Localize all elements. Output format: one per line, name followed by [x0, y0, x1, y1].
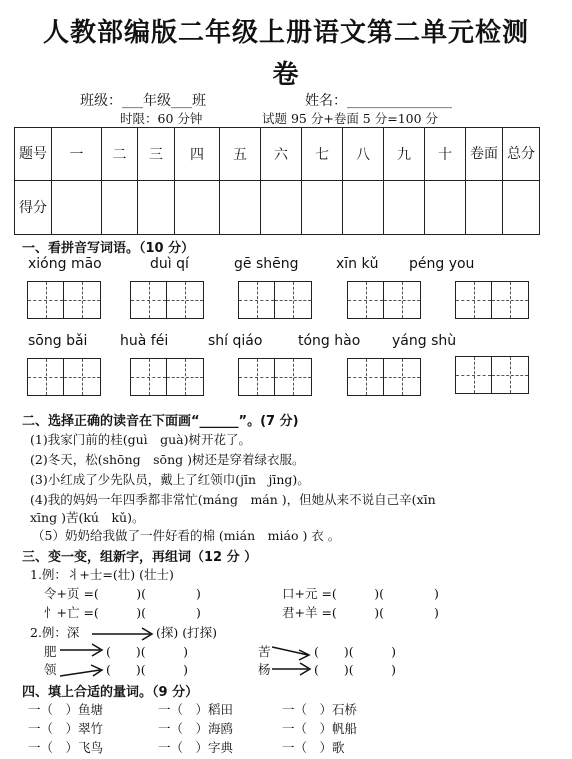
base-char: 肥 [44, 644, 57, 659]
writing-grid[interactable] [238, 358, 312, 396]
answer-blanks: ( )( ) [106, 662, 189, 677]
grid-cell[interactable] [384, 359, 420, 395]
answer-blanks: ( )( ) [314, 662, 397, 677]
score-cell[interactable] [302, 181, 343, 235]
score-col-neatness: 卷面 [466, 128, 503, 181]
compose-item: 口+元 =( )( ) [282, 586, 439, 601]
grid-cell[interactable] [239, 359, 275, 395]
grid-cell[interactable] [348, 359, 384, 395]
score-cell[interactable] [102, 181, 138, 235]
writing-grid[interactable] [27, 358, 101, 396]
pinyin-prompt: tóng hào [298, 333, 361, 349]
arrow-icon [60, 662, 104, 682]
reading-question: （5）奶奶给我做了一件好看的棉 (mián miáo ) 衣 。 [32, 528, 341, 543]
pinyin-prompt: shí qiáo [208, 333, 263, 349]
pinyin-prompt: yáng shù [392, 333, 457, 349]
grid-cell[interactable] [28, 359, 64, 395]
pinyin-prompt: péng you [409, 256, 475, 272]
reading-question: (4)我的妈妈一年四季都非常忙(máng mán )，但她从来不说自己辛(xīn [30, 492, 436, 507]
arrow-icon [60, 641, 104, 657]
grid-cell[interactable] [28, 282, 64, 318]
score-cell[interactable] [220, 181, 261, 235]
class-field: 班级：___年级___班 [80, 93, 206, 109]
grid-cell[interactable] [131, 282, 167, 318]
example-2: 2.例：深 [30, 625, 80, 640]
score-cell[interactable] [466, 181, 503, 235]
writing-grid[interactable] [27, 281, 101, 319]
page-title: 人教部编版二年级上册语文第二单元检测 [42, 18, 529, 48]
measure-word-item: 一（ ）海鸥 [158, 721, 234, 736]
measure-word-item: 一（ ）飞鸟 [28, 740, 104, 755]
score-col-1: 一 [52, 128, 102, 181]
time-limit: 时限：60 分钟 [120, 111, 203, 126]
writing-grid[interactable] [455, 281, 529, 319]
writing-grid[interactable] [130, 281, 204, 319]
score-col-total: 总分 [503, 128, 540, 181]
score-breakdown: 试题 95 分+卷面 5 分=100 分 [262, 111, 439, 126]
grid-cell[interactable] [492, 282, 528, 318]
compose-item: 令+页 =( )( ) [44, 586, 201, 601]
arrow-icon [272, 660, 312, 676]
grid-cell[interactable] [167, 282, 203, 318]
measure-word-item: 一（ ）石桥 [282, 702, 358, 717]
grid-cell[interactable] [239, 282, 275, 318]
score-col-8: 八 [343, 128, 384, 181]
pinyin-prompt: sōng bǎi [28, 333, 88, 349]
base-char: 苦 [258, 644, 271, 659]
writing-grid[interactable] [130, 358, 204, 396]
example-2-answer: (探) (打探) [156, 625, 217, 640]
score-cell[interactable] [261, 181, 302, 235]
grid-cell[interactable] [64, 282, 100, 318]
score-cell[interactable] [425, 181, 466, 235]
score-table-header-label: 题号 [15, 128, 52, 181]
writing-grid[interactable] [347, 358, 421, 396]
score-col-7: 七 [302, 128, 343, 181]
base-char: 领 [44, 662, 57, 677]
section-2-title: 二、选择正确的读音在下面画“______”。(7 分) [22, 414, 299, 429]
arrow-icon [92, 625, 154, 641]
score-col-6: 六 [261, 128, 302, 181]
answer-blanks: ( )( ) [106, 644, 189, 659]
pinyin-prompt: duì qí [150, 256, 189, 272]
measure-word-item: 一（ ）鱼塘 [28, 702, 104, 717]
score-cell[interactable] [138, 181, 175, 235]
writing-grid[interactable] [238, 281, 312, 319]
score-table-row-label: 得分 [15, 181, 52, 235]
reading-question: (2)冬天，松(shōng sōng )树还是穿着绿衣服。 [30, 452, 305, 467]
grid-cell[interactable] [456, 357, 492, 393]
score-col-4: 四 [175, 128, 220, 181]
score-col-2: 二 [102, 128, 138, 181]
writing-grid[interactable] [347, 281, 421, 319]
name-field: 姓名：_______________ [305, 93, 452, 109]
pinyin-prompt: xióng māo [28, 256, 102, 272]
grid-cell[interactable] [384, 282, 420, 318]
score-cell[interactable] [384, 181, 425, 235]
grid-cell[interactable] [275, 282, 311, 318]
reading-question: (3)小红成了少先队员，戴上了红领巾(jīn jīng)。 [30, 472, 310, 487]
measure-word-item: 一（ ）稻田 [158, 702, 234, 717]
page-title-continued: 卷 [272, 60, 300, 90]
base-char: 杨 [258, 662, 271, 677]
section-1-title: 一、看拼音写词语。（10 分） [22, 241, 195, 256]
pinyin-prompt: huà féi [120, 333, 169, 349]
section-4-title: 四、填上合适的量词。（9 分） [22, 685, 199, 700]
example-1: 1.例：丬+士=(壮) (壮士) [30, 567, 174, 582]
score-cell[interactable] [343, 181, 384, 235]
score-cell[interactable] [503, 181, 540, 235]
score-cell[interactable] [52, 181, 102, 235]
score-col-5: 五 [220, 128, 261, 181]
score-table [14, 127, 540, 235]
grid-cell[interactable] [492, 357, 528, 393]
writing-grid[interactable] [455, 356, 529, 394]
pinyin-prompt: gē shēng [234, 256, 299, 272]
grid-cell[interactable] [275, 359, 311, 395]
reading-question: (1)我家门前的桂(guì guà)树开花了。 [30, 432, 252, 447]
score-col-10: 十 [425, 128, 466, 181]
measure-word-item: 一（ ）帆船 [282, 721, 358, 736]
grid-cell[interactable] [348, 282, 384, 318]
score-cell[interactable] [175, 181, 220, 235]
grid-cell[interactable] [131, 359, 167, 395]
compose-item: 忄+亡 =( )( ) [44, 605, 201, 620]
measure-word-item: 一（ ）歌 [282, 740, 345, 755]
reading-question-continued: xīng )苦(kú kǔ)。 [30, 510, 145, 525]
answer-blanks: ( )( ) [314, 644, 397, 659]
measure-word-item: 一（ ）翠竹 [28, 721, 104, 736]
pinyin-prompt: xīn kǔ [336, 256, 379, 272]
measure-word-item: 一（ ）字典 [158, 740, 234, 755]
compose-item: 君+羊 =( )( ) [282, 605, 439, 620]
grid-cell[interactable] [167, 359, 203, 395]
grid-cell[interactable] [456, 282, 492, 318]
score-col-9: 九 [384, 128, 425, 181]
score-col-3: 三 [138, 128, 175, 181]
grid-cell[interactable] [64, 359, 100, 395]
section-3-title: 三、变一变，组新字，再组词（12 分 ） [22, 550, 258, 565]
